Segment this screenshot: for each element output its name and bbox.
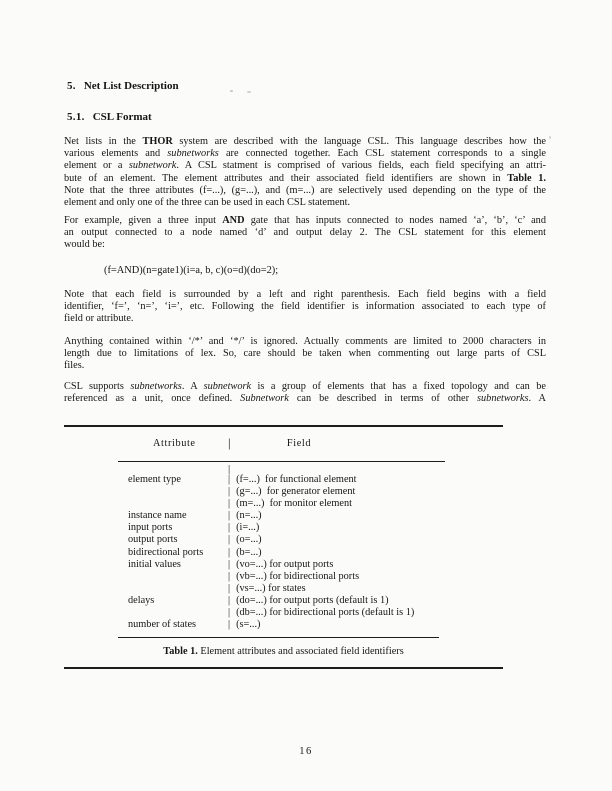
field-line: | (s=...) (228, 619, 503, 631)
text-run: . A (181, 381, 204, 392)
text-run: bute of an element. The element attributes and their associated field identifiers are shown in (64, 172, 508, 184)
text-run: . A (528, 393, 546, 405)
scan-speck (549, 136, 551, 139)
field-cell (228, 522, 503, 534)
attribute-cell: initial values (128, 558, 181, 570)
paragraph-example (64, 215, 546, 252)
section-number: 5. (67, 80, 76, 92)
field-cell (228, 595, 503, 619)
table-row (128, 522, 503, 534)
text-line: Note that each field is surrounded by a left and right parenthesis. Each field begins with a field (64, 289, 546, 300)
field-cell (228, 559, 503, 595)
field-cell (228, 619, 503, 631)
attribute-cell: output ports (128, 534, 178, 546)
field-line: | (f=...) for functional element (228, 474, 503, 486)
attribute-cell: number of states (128, 619, 197, 631)
column-header-field: Field (286, 438, 312, 449)
attribute-cell: input ports (128, 522, 173, 534)
field-line: | (i=...) (228, 522, 503, 534)
table-row (128, 619, 503, 631)
field-cell (228, 547, 503, 559)
bold-run: AND (222, 215, 245, 226)
text-line: would be: (64, 239, 105, 251)
bold-run: THOR (142, 136, 173, 147)
paragraph-comments (64, 336, 546, 373)
italic-run: subnetworks (477, 393, 529, 405)
field-line: | (n=...) (228, 510, 503, 522)
field-line: | (vs=...) for states (228, 583, 503, 595)
text-line: element and only one of the three can be used in each CSL statement. (64, 197, 351, 209)
text-run: CSL supports (64, 381, 131, 392)
field-cell (228, 474, 503, 510)
italic-run: subnetwork (128, 160, 177, 172)
table-row (128, 559, 503, 595)
attribute-cell: bidirectional ports (128, 546, 204, 558)
text-line (64, 381, 546, 393)
italic-run: subnetwork (203, 381, 252, 392)
text-line: files. (64, 360, 85, 372)
table-header-row (64, 438, 503, 452)
scan-speck (230, 90, 233, 92)
table-row (128, 474, 503, 510)
table-1 (64, 425, 503, 669)
italic-run: subnetworks (130, 381, 182, 392)
table-body (128, 474, 503, 631)
text-run: . A CSL statment is comprised of various fields, each field specifying an attri- (176, 160, 546, 172)
italic-run: Subnetwork (240, 393, 289, 405)
text-line: identifier, ‘f=’, ‘n=’, ‘i=’, etc. Following the field identifier is information associated to each type of (64, 301, 546, 313)
field-line: | (do=...) for output ports (default is 1) (228, 595, 503, 607)
text-line (64, 160, 546, 172)
text-run: various elements and (64, 148, 168, 160)
text-run: Net lists in the (64, 136, 143, 147)
text-line: field or attribute. (64, 313, 134, 325)
section-heading (67, 80, 179, 92)
table-row (128, 510, 503, 522)
attribute-cell: delays (128, 594, 155, 606)
field-line: | (db=...) for bidirectional ports (default is 1) (228, 607, 503, 619)
table-top-rule (64, 425, 503, 427)
paragraph-subnetworks (64, 381, 546, 405)
text-line (64, 215, 546, 227)
table-caption-label: Table 1. (163, 646, 198, 657)
italic-run: subnetworks (167, 148, 219, 160)
bold-run: Table 1. (507, 172, 546, 184)
table-row (128, 595, 503, 619)
scan-speck (247, 91, 251, 93)
text-run: referenced as a unit, once defined. (64, 393, 241, 405)
table-caption (64, 646, 503, 657)
field-line: | (vb=...) for bidirectional ports (228, 571, 503, 583)
text-line (64, 148, 546, 160)
table-header-rule (118, 461, 445, 462)
field-cell (228, 510, 503, 522)
text-line (64, 173, 546, 185)
table-row (128, 547, 503, 559)
text-line: an output connected to a node named ‘d’ and output delay 2. The CSL statement for this element (64, 227, 546, 239)
field-line: | (m=...) for monitor element (228, 498, 503, 510)
table-caption-text: Element attributes and associated field identifiers (197, 646, 404, 657)
text-run: For example, given a three input (64, 215, 223, 226)
text-run: are connected together. Each CSL statement corresponds to a single (218, 148, 547, 160)
attribute-cell: instance name (128, 510, 187, 522)
text-run: can be described in terms of other (288, 393, 478, 405)
paragraph-csl-intro (64, 136, 546, 209)
subsection-heading (67, 111, 152, 123)
column-divider-bar (228, 436, 231, 451)
text-run: system are described with the language CSL. This language describes how the (172, 136, 546, 147)
field-line: | (b=...) (228, 547, 503, 559)
section-title: Net List Description (83, 80, 179, 92)
text-line: Note that the three attributes (f=...), (g=...), and (m=...) are selectively used depending on the type of the (64, 184, 546, 196)
text-line (64, 393, 546, 405)
text-run: is a group of elements that has a fixed topology and can be (251, 381, 546, 392)
table-row (128, 534, 503, 546)
text-run: element or a (64, 160, 129, 172)
field-line: | (g=...) for generator element (228, 486, 503, 498)
page-number: 16 (299, 746, 313, 757)
paragraph-fields (64, 289, 546, 326)
table-outer-bottom-rule (64, 667, 503, 669)
subsection-number: 5.1. (67, 111, 85, 123)
field-line: | (o=...) (228, 534, 503, 546)
text-line (64, 136, 546, 148)
text-run: gate that has inputs connected to nodes named ‘a’, ‘b’, ‘c’ and (244, 215, 546, 226)
attribute-cell: element type (128, 474, 181, 485)
text-line: Anything contained within ‘/*’ and ‘*/’ is ignored. Actually comments are limited to 2000 characters in (64, 336, 546, 347)
table-bottom-rule (118, 637, 439, 638)
text-line: length due to limitations of lex. So, care should be taken when commenting out large parts of CSL (64, 348, 546, 360)
column-header-attribute: Attribute (153, 438, 196, 449)
field-line: | (vo=...) for output ports (228, 559, 503, 571)
field-cell (228, 534, 503, 546)
csl-statement-code: (f=AND)(n=gate1)(i=a, b, c)(o=d)(do=2); (104, 265, 279, 276)
subsection-title: CSL Format (92, 111, 152, 123)
